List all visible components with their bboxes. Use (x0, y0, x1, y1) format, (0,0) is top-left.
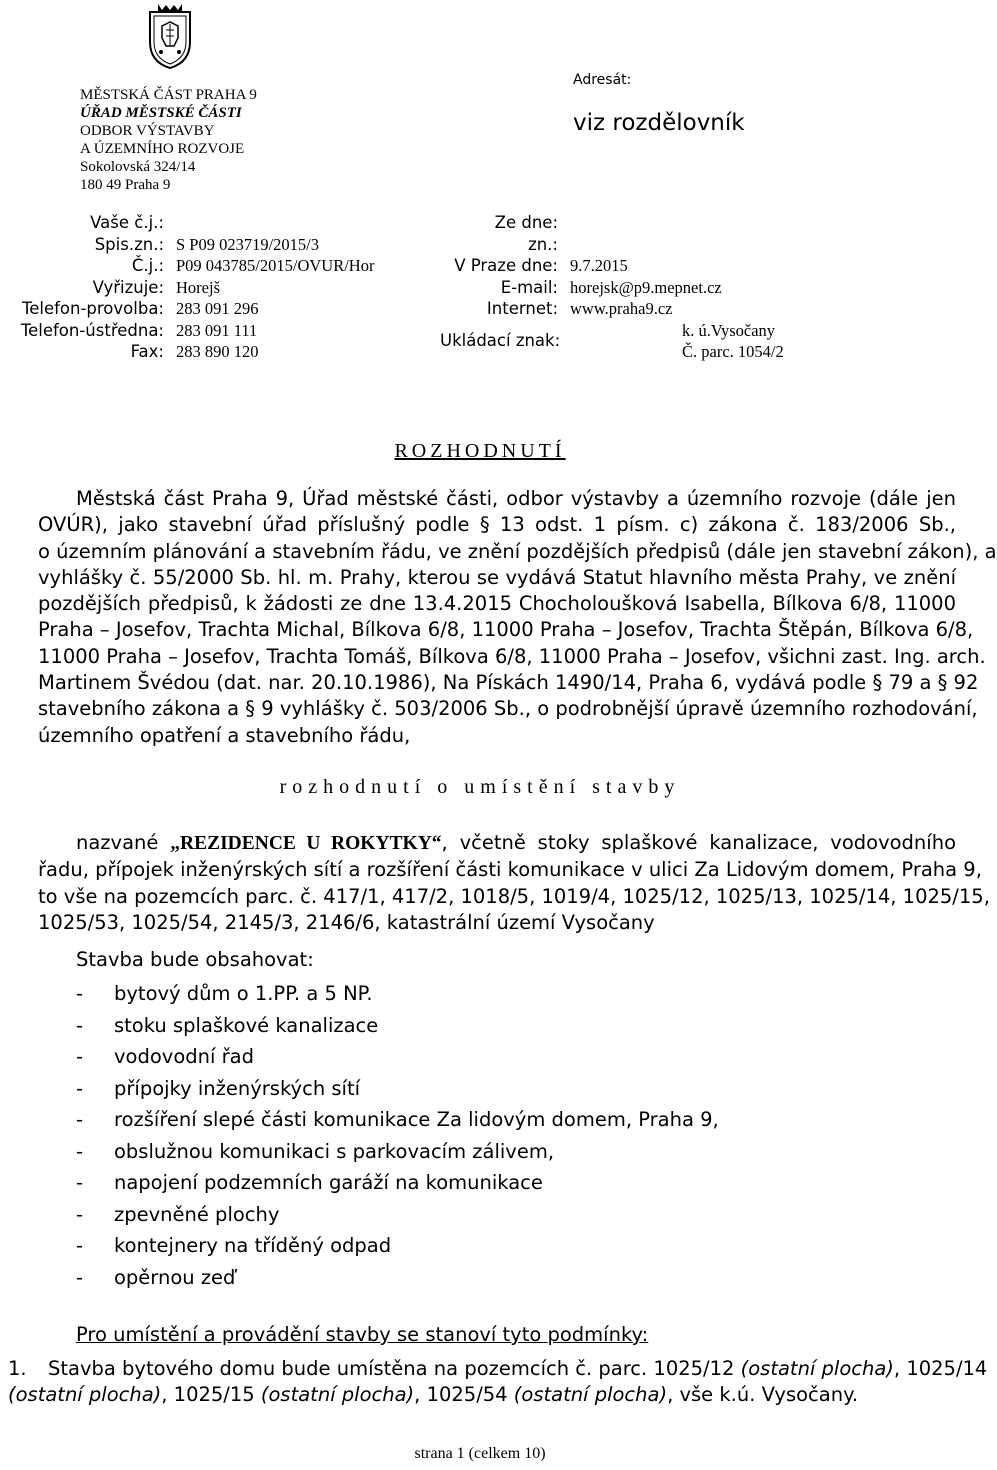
ze-dne-label: Ze dne: (494, 213, 558, 232)
project-rest: , včetně stoky splaškové kanalizace, vodovodního (441, 831, 957, 854)
list-item (76, 1140, 719, 1172)
condition-line (8, 1382, 858, 1408)
list-item-text: opěrnou zeď (114, 1265, 236, 1289)
list-item (76, 1266, 719, 1298)
list-item (76, 1077, 719, 1109)
date-value: 9.7.2015 (570, 256, 628, 275)
addressee-value: viz rozdělovník (573, 110, 745, 136)
paragraph-line: řadu, přípojek inženýrských sítí a rozšíření části komunikace v ulici Za Lidovým domem, Praha 9, (38, 858, 982, 882)
list-dash: - (76, 1265, 84, 1289)
condition-text: , 1025/15 (161, 1383, 261, 1407)
meta-value: S P09 023719/2015/3 (176, 234, 320, 254)
list-item-text: stoku splaškové kanalizace (114, 1013, 379, 1037)
list-item-text: rozšíření slepé části komunikace Za lidovým domem, Praha 9, (114, 1108, 719, 1131)
list-item-text: vodovodní řad (114, 1045, 254, 1068)
list-dash: - (76, 982, 84, 1005)
condition-text: , vše k.ú. Vysočany. (667, 1383, 859, 1407)
office-line: ÚŘAD MĚSTSKÉ ČÁSTI (80, 105, 242, 121)
project-prefix: nazvané (76, 831, 171, 854)
office-line: ODBOR VÝSTAVBY (80, 123, 215, 139)
meta-right (570, 212, 784, 363)
internet-label: Internet: (486, 299, 558, 318)
list-dash: - (76, 1234, 84, 1257)
date-label: V Praze dne: (454, 256, 558, 275)
coat-of-arms-logo (144, 2, 196, 70)
meta-left (0, 212, 375, 363)
addressee-label: Adresát: (573, 72, 632, 88)
list-dash: - (76, 1202, 84, 1226)
condition-text: , 1025/54 (414, 1383, 514, 1407)
meta-row (0, 277, 220, 299)
meta-row (0, 320, 258, 342)
ukladaci-label: Ukládací znak: (440, 330, 561, 350)
meta-row (0, 212, 164, 234)
meta-value: P09 043785/2015/OVUR/Hor (176, 256, 375, 275)
list-item (76, 1108, 719, 1140)
meta-value: Horejš (176, 277, 220, 297)
paragraph-line: územního opatření a stavebního řádu, (38, 723, 411, 747)
stavba-list (76, 982, 719, 1297)
condition-text: , 1025/14 (893, 1357, 988, 1380)
meta-row (0, 298, 259, 320)
meta-label: Telefon-provolba: (21, 299, 164, 318)
paragraph-line: OVÚR), jako stavební úřad příslušný podle § 13 odst. 1 písm. c) zákona č. 183/2006 Sb., (38, 513, 956, 537)
meta-label: Telefon-ústředna: (20, 320, 164, 340)
list-item (76, 982, 719, 1014)
paragraph-line: Praha – Josefov, Trachta Michal, Bílkova 6/8, 11000 Praha – Josefov, Trachta Štěpán, Bílkova 6/8, (38, 618, 974, 642)
list-dash: - (76, 1139, 84, 1163)
condition-text: (ostatní plocha) (8, 1383, 162, 1407)
project-name: „REZIDENCE U ROKYTKY“ (170, 833, 442, 854)
zn-label: zn.: (528, 234, 558, 254)
list-dash: - (76, 1108, 84, 1131)
list-item-text: přípojky inženýrských sítí (114, 1076, 361, 1100)
paragraph-line: 11000 Praha – Josefov, Trachta Tomáš, Bílkova 6/8, 11000 Praha – Josefov, všichni zast. Ing. arch. (38, 644, 986, 668)
meta-row (0, 234, 320, 256)
meta-label: Fax: (130, 342, 164, 361)
stavba-label: Stavba bude obsahovat: (76, 948, 314, 971)
paragraph-line: stavebního zákona a § 9 vyhlášky č. 503/2006 Sb., o podrobnější úpravě územního rozhodování, (38, 697, 978, 721)
list-item (76, 1234, 719, 1266)
meta-middle (440, 212, 561, 351)
email-label: E-mail: (500, 277, 558, 297)
condition-number: 1. (8, 1357, 27, 1380)
email-value: horejsk@p9.mepnet.cz (570, 277, 722, 297)
condition-text: (ostatní plocha) (740, 1357, 894, 1380)
meta-row (0, 255, 375, 277)
list-item (76, 1203, 719, 1235)
ku-value: k. ú.Vysočany (682, 320, 776, 340)
meta-label: Vyřizuje: (92, 277, 164, 297)
meta-row (0, 341, 259, 363)
meta-label: Č.j.: (131, 256, 164, 275)
paragraph-line (38, 830, 956, 857)
list-dash: - (76, 1171, 84, 1194)
condition-line (48, 1356, 987, 1382)
paragraph-line: 1025/53, 1025/54, 2145/3, 2146/6, katastrální území Vysočany (38, 910, 655, 934)
condition-text: (ostatní plocha) (260, 1383, 415, 1407)
office-line: A ÚZEMNÍHO ROZVOJE (80, 141, 245, 157)
meta-label: Spis.zn.: (94, 234, 164, 254)
project-paragraph (38, 830, 990, 936)
list-dash: - (76, 1076, 84, 1100)
office-line: Sokolovská 324/14 (80, 159, 196, 175)
list-item-text: kontejnery na tříděný odpad (114, 1234, 392, 1257)
paragraph-line: vyhlášky č. 55/2000 Sb. hl. m. Prahy, kterou se vydává Statut hlavního města Prahy, ve znění (38, 565, 956, 589)
meta-label: Vaše č.j.: (90, 213, 164, 232)
internet-value: www.praha9.cz (570, 299, 673, 318)
decision-subtitle: rozhodnutí o umístění stavby (279, 776, 681, 798)
conditions-header: Pro umístění a provádění stavby se stanoví tyto podmínky: (76, 1323, 649, 1346)
paragraph-line: to vše na pozemcích parc. č. 417/1, 417/2, 1018/5, 1019/4, 1025/12, 1025/13, 1025/14, 1025/15, (38, 884, 990, 908)
parc-value: Č. parc. 1054/2 (682, 342, 784, 361)
office-line: MĚSTSKÁ ČÁST PRAHA 9 (80, 87, 257, 103)
paragraph-line: Městská část Praha 9, Úřad městské části, odbor výstavby a územního rozvoje (dále jen (76, 487, 956, 510)
list-item-text: zpevněné plochy (114, 1202, 280, 1226)
list-item (76, 1171, 719, 1203)
condition-text: (ostatní plocha) (513, 1383, 668, 1407)
document-title: ROZHODNUTÍ (394, 440, 566, 462)
meta-value: 283 890 120 (176, 342, 259, 361)
list-dash: - (76, 1013, 84, 1037)
office-header (80, 86, 257, 194)
list-item-text: bytový dům o 1.PP. a 5 NP. (114, 982, 373, 1005)
meta-value: 283 091 296 (176, 299, 259, 318)
paragraph-line: Martinem Švédou (dat. nar. 20.10.1986), Na Pískách 1490/14, Praha 6, vydává podle § 79 a § 92 (38, 671, 979, 695)
paragraph-line: pozdějších předpisů, k žádosti ze dne 13.4.2015 Chocholoušková Isabella, Bílkova 6/8, 11000 (38, 592, 956, 616)
list-item-text: napojení podzemních garáží na komunikace (114, 1171, 543, 1194)
list-item (76, 1014, 719, 1046)
office-line: 180 49 Praha 9 (80, 177, 171, 193)
page-footer: strana 1 (celkem 10) (414, 1445, 546, 1462)
list-dash: - (76, 1045, 84, 1068)
intro-paragraph (38, 486, 997, 749)
list-item (76, 1045, 719, 1077)
list-item-text: obslužnou komunikaci s parkovacím zálivem, (114, 1139, 555, 1163)
meta-value: 283 091 111 (176, 320, 258, 340)
condition-text: Stavba bytového domu bude umístěna na pozemcích č. parc. 1025/12 (48, 1357, 741, 1380)
paragraph-line: o územním plánování a stavebním řádu, ve znění pozdějších předpisů (dále jen stavební zákon), a (38, 539, 997, 563)
